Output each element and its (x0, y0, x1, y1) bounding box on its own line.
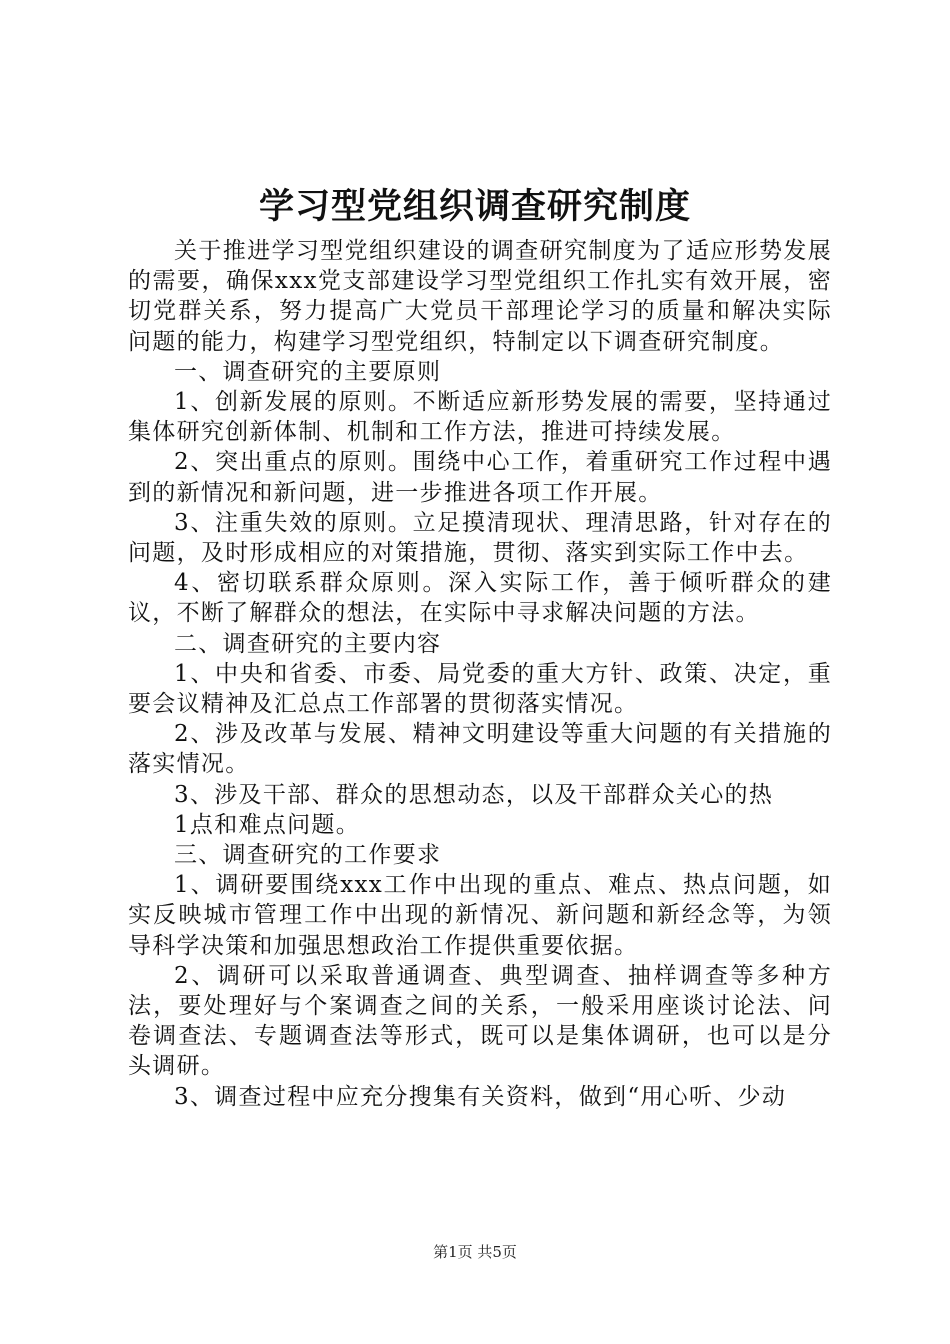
paragraph: 4、密切联系群众原则。深入实际工作，善于倾听群众的建议，不断了解群众的想法，在实际中寻求解决问题的方法。 (128, 570, 832, 627)
section-heading: 二、调查研究的主要内容 (174, 630, 442, 657)
paragraph: 1、中央和省委、市委、局党委的重大方针、政策、决定，重要会议精神及汇总点工作部署的贯彻落实情况。 (128, 660, 832, 718)
paragraph: 关于推进学习型党组织建设的调查研究制度为了适应形势发展的需要，确保xxx党支部建设学习型党组织工作扎实有效开展，密切党群关系，努力提高广大党员干部理论学习的质量和解决实际问题的能力，构建学习型党组织，特制定以下调查研究制度。 (128, 238, 832, 355)
paragraph: 2、调研可以采取普通调查、典型调查、抽样调查等多种方法，要处理好与个案调查之间的关系，一般采用座谈讨论法、问卷调查法、专题调查法等形式，既可以是集体调研，也可以是分头调研。 (128, 962, 832, 1080)
page-footer: 第1页 共5页 (433, 1243, 517, 1261)
document-body (128, 236, 832, 1112)
document-title: 学习型党组织调查研究制度 (258, 186, 691, 227)
paragraph: 1点和难点问题。 (174, 811, 361, 838)
section-heading: 一、调查研究的主要原则 (174, 358, 442, 385)
section-heading: 三、调查研究的工作要求 (174, 842, 442, 869)
paragraph: 1、创新发展的原则。不断适应新形势发展的需要，坚持通过集体研究创新体制、机制和工作方法，推进可持续发展。 (128, 389, 832, 446)
paragraph: 1、调研要围绕xxx工作中出现的重点、难点、热点问题，如实反映城市管理工作中出现的新情况、新问题和新经念等，为领导科学决策和加强思想政治工作提供重要依据。 (128, 872, 832, 959)
paragraph: 2、涉及改革与发展、精神文明建设等重大问题的有关措施的落实情况。 (128, 721, 832, 778)
paragraph: 3、调查过程中应充分搜集有关资料，做到“用心听、少动 (174, 1083, 787, 1110)
paragraph: 3、涉及干部、群众的思想动态，以及干部群众关心的热 (174, 781, 774, 808)
paragraph: 3、注重失效的原则。立足摸清现状、理清思路，针对存在的问题，及时形成相应的对策措施，贯彻、落实到实际工作中去。 (128, 509, 832, 567)
paragraph: 2、突出重点的原则。围绕中心工作，着重研究工作过程中遇到的新情况和新问题，进一步推进各项工作开展。 (128, 449, 832, 506)
